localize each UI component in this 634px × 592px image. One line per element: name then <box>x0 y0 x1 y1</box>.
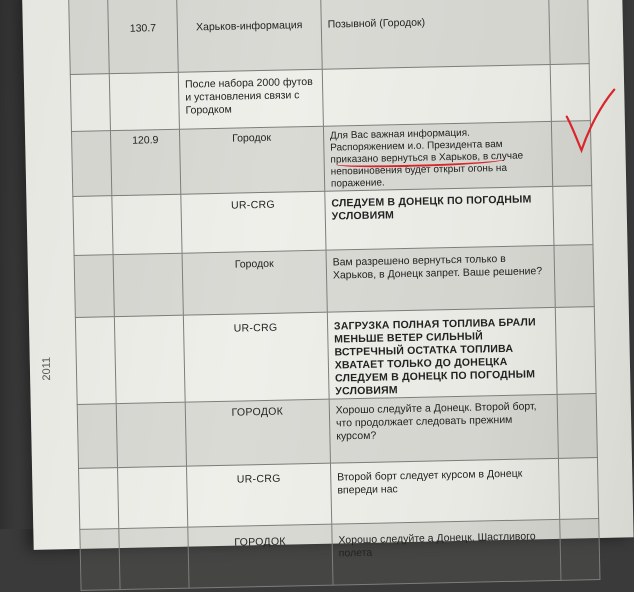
message-cell <box>322 64 551 126</box>
margin-cell <box>74 255 115 318</box>
margin-cell <box>554 245 595 308</box>
time-cell <box>113 253 183 316</box>
margin-cell <box>555 307 596 395</box>
red-checkmark-icon <box>564 87 625 158</box>
callsign-cell: Городок <box>182 250 327 315</box>
time-cell <box>115 315 186 403</box>
callsign-cell: ГОРОДОК <box>185 399 330 466</box>
margin-cell <box>552 186 592 246</box>
table-row <box>77 394 597 469</box>
table-row <box>69 0 590 75</box>
callsign-cell: UR-CRG <box>181 191 326 253</box>
table-row <box>75 307 596 405</box>
callsign-cell: Городок <box>179 126 324 194</box>
table-row <box>74 245 594 318</box>
radio-transcript-table <box>68 0 600 591</box>
time-cell <box>116 402 186 467</box>
message-cell: ЗАГРУЗКА ПОЛНАЯ ТОПЛИВА БРАЛИ МЕНЬШЕ ВЕТЕР СИЛЬНЫЙ ВСТРЕЧНЫЙ ОСТАТКА ТОПЛИВА ХВАТАЕТ ТОЛЬКО ДО ДОНЕЦКА СЛЕДУЕМ В ДОНЕЦК ПО ПОГОДНЫМ УСЛОВИЯМ <box>327 307 557 399</box>
margin-cell <box>70 74 110 132</box>
time-cell <box>112 194 182 254</box>
margin-cell <box>71 131 112 197</box>
page-margin-text: 2011 <box>40 356 54 381</box>
message-cell: Для Вас важная информация. Распоряжением и.о. Президента вам приказано вернуться в Харьков, в случае неповиновения будет открыт огонь на поражение. <box>323 121 552 191</box>
table-row <box>73 186 593 256</box>
callsign-cell: Харьков-информация <box>176 0 322 72</box>
message-cell: Хорошо следуйте а Донецк. Второй борт, что продолжает следовать прежним курсом? <box>329 394 558 463</box>
margin-cell <box>559 519 600 581</box>
margin-cell <box>79 468 120 530</box>
margin-cell <box>557 394 598 459</box>
time-cell <box>110 72 180 130</box>
table-row <box>79 458 599 530</box>
margin-cell <box>75 317 116 405</box>
callsign-cell: После набора 2000 футов и установления связи с Городком <box>178 69 323 129</box>
time-cell <box>118 466 188 528</box>
time-cell: 120.9 <box>111 129 181 195</box>
margin-cell <box>558 458 599 520</box>
message-cell: Позывной (Городок) <box>320 0 550 69</box>
margin-cell <box>73 196 113 256</box>
table-row <box>71 121 591 197</box>
message-cell: Второй борт следует курсом в Донецк впереди нас <box>330 458 559 524</box>
callsign-cell: ГОРОДОК <box>188 524 333 588</box>
table-row <box>80 519 600 591</box>
margin-cell <box>80 529 121 591</box>
message-cell: Хорошо следуйте а Донецк. Шастливого полета <box>332 519 561 585</box>
message-cell: Вам разрешено вернуться только в Харьков, в Донецк запрет. Ваше решение? <box>326 245 555 312</box>
margin-cell <box>548 0 589 64</box>
document-page <box>22 0 634 560</box>
time-cell <box>119 527 189 589</box>
margin-cell <box>69 0 110 75</box>
callsign-cell: UR-CRG <box>183 312 329 402</box>
callsign-cell: UR-CRG <box>187 463 332 527</box>
time-cell: 130.7 <box>108 0 179 74</box>
message-cell: СЛЕДУЕМ В ДОНЕЦК ПО ПОГОДНЫМ УСЛОВИЯМ <box>325 186 554 250</box>
margin-cell <box>77 404 118 469</box>
